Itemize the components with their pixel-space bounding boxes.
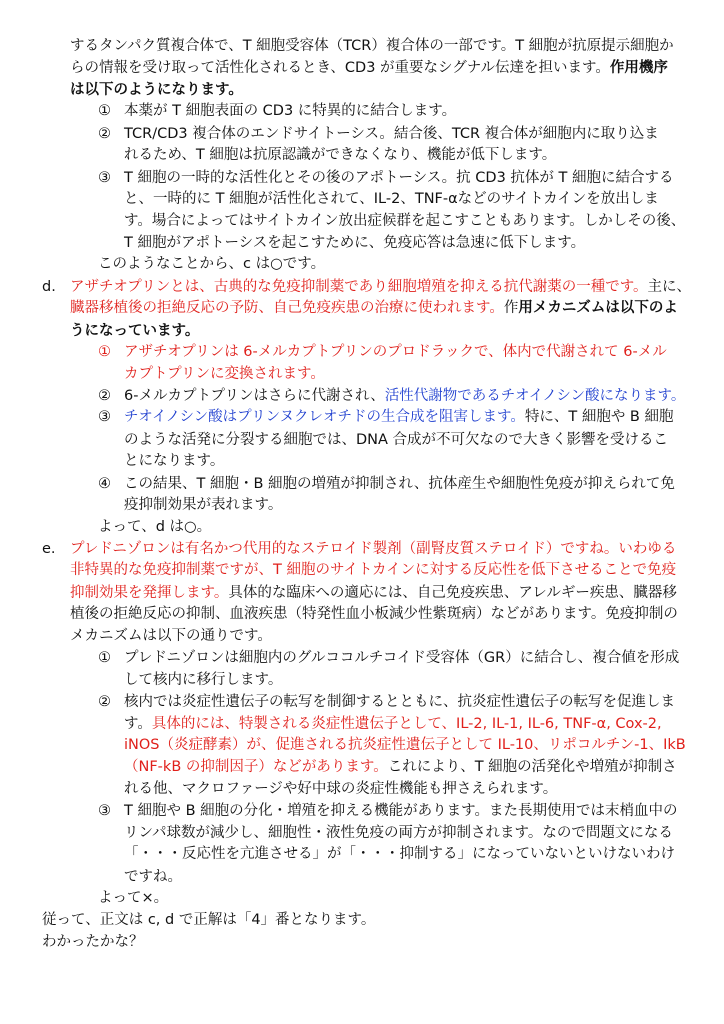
c-item-3-line-1: T 細胞の一時的な活性化とその後のアポトーシス。抗 CD3 抗体が T 細胞に結合する <box>124 169 674 186</box>
d-conclusion: よって、d は○。 <box>98 518 212 535</box>
d-item-4-number: ④ <box>98 475 111 492</box>
e-item-2-line-4: （NF-kB の抑制因子）などがあります。これにより、T 細胞の活発化や増殖が抑制さ <box>124 759 677 776</box>
c-item-3-line-2: と、一時的に T 細胞が活性化されて、IL-2、TNF-αなどのサイトカインを放出しま <box>124 191 659 208</box>
e-item-3-line-1: T 細胞や B 細胞の分化・増殖を抑える機能があります。また長期使用では末梢血中の <box>124 803 678 820</box>
e-line-3: 抑制効果を発揮します。具体的な臨床への適応には、自己免疫疾患、アレルギー疾患、臓器移 <box>70 584 677 601</box>
d-item-1-line-1: アザチオプリンは 6-メルカプトプリンのプロドラックで、体内で代謝されて 6-メル <box>124 344 667 361</box>
c-mechanism-heading: 作用機序 <box>609 60 668 77</box>
d-line-2: 臓器移植後の拒絶反応の予防、自己免疫疾患の治療に使われます。作用メカニズムは以下のよ <box>70 300 678 317</box>
e-item-2-number: ② <box>98 694 111 711</box>
closing-question: わかったかな？ <box>42 934 144 951</box>
e-item-3-line-2: リンパ球数が減少し、細胞性・液性免疫の両方が抑制されます。なので問題文になる <box>124 824 673 841</box>
final-answer: 従って、正文は c, d で正解は「4」番となります。 <box>42 912 376 929</box>
e-label: e. <box>42 540 56 557</box>
d-item-1-line-2: カプトプリンに変換されます。 <box>124 366 325 383</box>
c-item-2-number: ② <box>98 125 111 142</box>
e-conclusion: よって×。 <box>98 890 169 907</box>
c-item-3-line-3: す。場合によってはサイトカイン放出症候群を起こすこともあります。しかしその後、 <box>124 212 686 229</box>
d-item-2-line-1: 6-メルカプトプリンはさらに代謝され、活性代謝物であるチオイノシン酸になります。 <box>124 387 686 404</box>
c-item-2-line-2: れるため、T 細胞は抗原認識ができなくなり、機能が低下します。 <box>124 147 557 164</box>
e-item-1-line-2: して核内に移行します。 <box>124 671 283 688</box>
c-item-2-line-1: TCR/CD3 複合体のエンドサイトーシス。結合後、TCR 複合体が細胞内に取り込ま <box>124 125 659 142</box>
e-item-2-line-2: す。具体的には、特製される炎症性遺伝子として、IL-2, IL-1, IL-6, TNF-α, Cox-2, <box>124 715 662 732</box>
e-item-1-number: ① <box>98 650 111 667</box>
c-item-1-number: ① <box>98 103 111 120</box>
c-item-3-line-4: T 細胞がアポトーシスを起こすために、免疫応答は急速に低下します。 <box>124 234 586 251</box>
c-conclusion: このようなことから、c は○です。 <box>98 256 326 273</box>
e-item-2-line-1: 核内では炎症性遺伝子の転写を制御するとともに、抗炎症性遺伝子の転写を促進しま <box>124 694 675 711</box>
c-item-1-line-1: 本薬が T 細胞表面の CD3 に特異的に結合します。 <box>124 103 457 120</box>
e-item-3-line-4: ですね。 <box>124 868 182 885</box>
e-item-3-number: ③ <box>98 803 111 820</box>
d-line-1: アザチオプリンとは、古典的な免疫抑制薬であり細胞増殖を抑える抗代謝薬の一種です。主に、 <box>70 278 692 295</box>
c-mechanism-heading-cont: は以下のようになります。 <box>70 81 243 98</box>
d-item-1-number: ① <box>98 344 111 361</box>
c-item-3-number: ③ <box>98 169 111 186</box>
d-item-3-line-3: とになります。 <box>124 453 225 470</box>
c-cont-line-1: するタンパク質複合体で、T 細胞受容体（TCR）複合体の一部です。T 細胞が抗原提示細胞か <box>70 38 674 54</box>
d-item-4-line-1: この結果、T 細胞・B 細胞の増殖が抑制され、抗体産生や細胞性免疫が抑えられて免 <box>124 475 675 492</box>
d-item-2-number: ② <box>98 387 111 404</box>
d-item-3-line-2: のような活発に分裂する細胞では、DNA 合成が不可欠なので大きく影響を受けるこ <box>124 431 669 448</box>
e-item-2-line-5: れる他、マクロファージや好中球の炎症性機能も押さえられます。 <box>124 780 558 797</box>
d-mechanism-heading: 用メカニズムは以下のよ <box>518 300 678 317</box>
e-line-4: 植後の拒絶反応の抑制、血液疾患（特発性血小板減少性紫斑病）などがあります。免疫抑制の <box>70 606 678 623</box>
d-label: d. <box>42 278 56 295</box>
d-item-3-line-1: チオイノシン酸はプリンヌクレオチドの生合成を阻害します。特に、T 細胞や B 細胞 <box>124 409 674 426</box>
e-line-2: 非特異的な免疫抑制薬ですが、T 細胞のサイトカインに対する反応性を低下させることで免疫 <box>70 562 677 579</box>
e-line-5: メカニズムは以下の通りです。 <box>70 627 272 644</box>
e-item-2-line-3: iNOS（炎症酵素）が、促進される抗炎症性遺伝子として IL-10、リポコルチン-1、IkB <box>124 736 686 753</box>
c-cont-line-2: らの情報を受け取って活性化されるとき、CD3 が重要なシグナル伝達を担います。作用機序 <box>70 60 668 77</box>
d-item-3-number: ③ <box>98 409 111 426</box>
e-item-3-line-3: 「・・・反応性を亢進させる」が「・・・抑制する」になっていないといけないわけ <box>124 846 675 863</box>
d-mechanism-heading-cont: うになっています。 <box>70 322 200 339</box>
e-line-1: プレドニゾロンは有名かつ代用的なステロイド製剤（副腎皮質ステロイド）ですね。いわゆる <box>70 540 677 557</box>
e-item-1-line-1: プレドニゾロンは細胞内のグルココルチコイド受容体（GR）に結合し、複合値を形成 <box>124 650 680 667</box>
d-item-4-line-2: 疫抑制効果が表れます。 <box>124 497 283 514</box>
